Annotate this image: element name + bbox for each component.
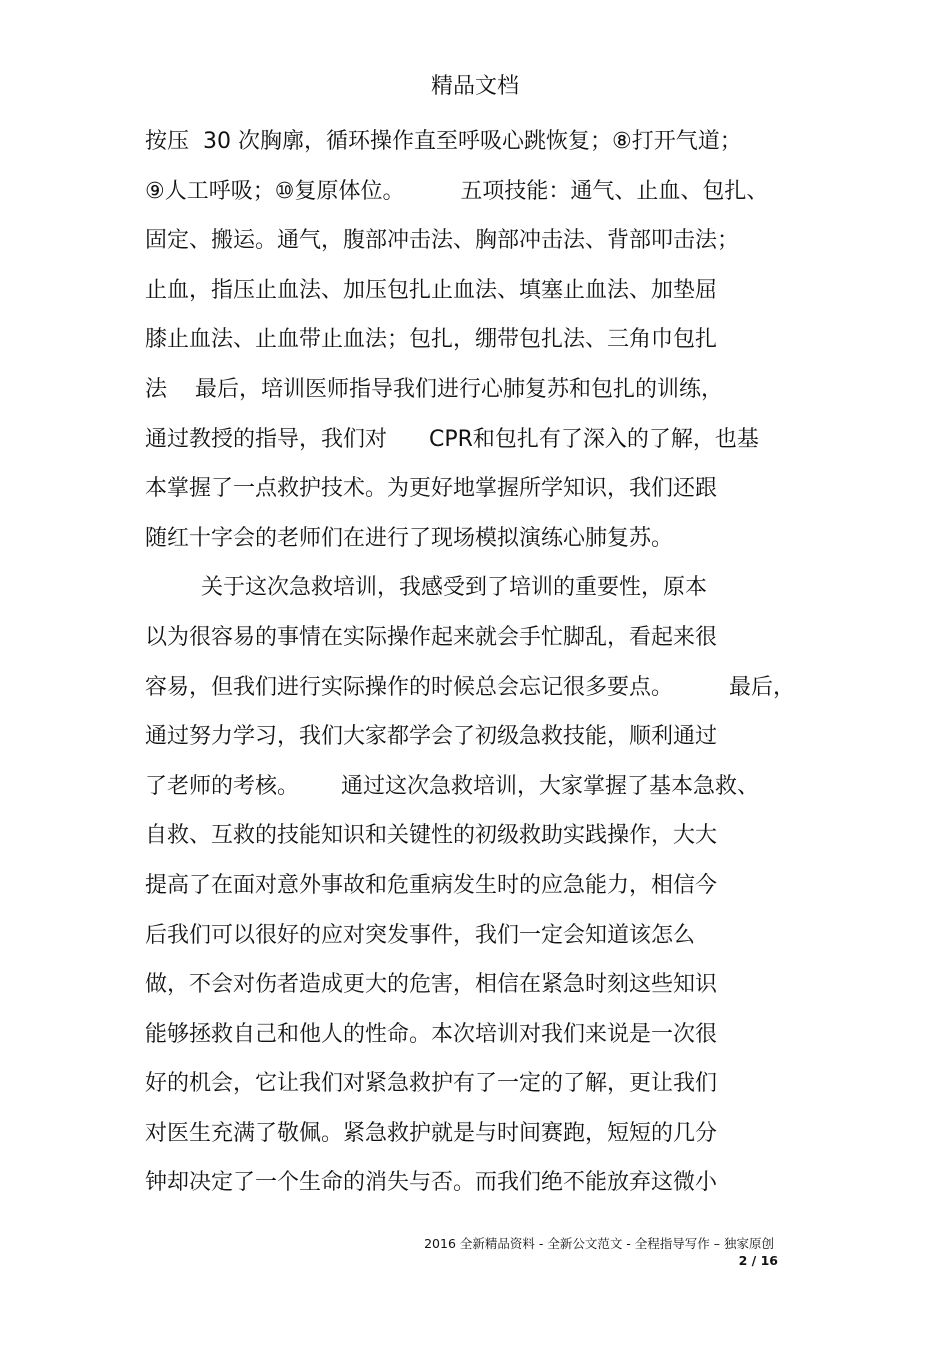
document-body [145, 126, 835, 1217]
text-line: 后我们可以很好的应对突发事件，我们一定会知道该怎么 [145, 922, 696, 948]
text-line: 通过教授的指导，我们对 CPR和包扎有了深入的了解，也基 [145, 426, 759, 452]
text-line: 关于这次急救培训，我感受到了培训的重要性，原本 [145, 575, 707, 601]
text-line: 对医生充满了敬佩。紧急救护就是与时间赛跑，短短的几分 [145, 1120, 718, 1146]
text-line: 随红十字会的老师们在进行了现场模拟演练心肺复苏。 [145, 525, 674, 551]
text-line: 了老师的考核。 通过这次急救培训，大家掌握了基本急救、 [145, 773, 759, 799]
text-line: 做，不会对伤者造成更大的危害，相信在紧急时刻这些知识 [145, 972, 718, 998]
page-header: 精品文档 [430, 74, 519, 99]
page-number: 2 / 16 [738, 1253, 778, 1268]
text-line: 以为很容易的事情在实际操作起来就会手忙脚乱，看起来很 [145, 624, 718, 650]
text-line: 能够拯救自己和他人的性命。本次培训对我们来说是一次很 [145, 1021, 718, 1047]
text-line: 通过努力学习，我们大家都学会了初级急救技能，顺利通过 [145, 724, 718, 750]
text-line: 提高了在面对意外事故和危重病发生时的应急能力，相信今 [145, 872, 718, 898]
text-line: 自救、互救的技能知识和关键性的初级救助实践操作，大大 [145, 823, 718, 849]
page-footer: 2016 全新精品资料 - 全新公文范文 - 全程指导写作 – 独家原创 [424, 1236, 774, 1251]
text-line: 钟却决定了一个生命的消失与否。而我们绝不能放弃这微小 [145, 1170, 718, 1196]
text-line: 固定、搬运。通气，腹部冲击法、胸部冲击法、背部叩击法； [145, 228, 740, 254]
text-line: 止血，指压止血法、加压包扎止血法、填塞止血法、加垫屈 [145, 277, 718, 303]
text-line: 好的机会，它让我们对紧急救护有了一定的了解，更让我们 [145, 1071, 718, 1097]
text-line: 本掌握了一点救护技术。为更好地掌握所学知识，我们还跟 [145, 476, 718, 502]
text-line: ⑨人工呼吸；⑩复原体位。 五项技能：通气、止血、包扎、 [145, 178, 769, 204]
text-line: 按压 30 次胸廓，循环操作直至呼吸心跳恢复；⑧打开气道； [145, 129, 742, 154]
text-line: 膝止血法、止血带止血法；包扎，绷带包扎法、三角巾包扎 [145, 327, 718, 353]
text-line: 法 最后，培训医师指导我们进行心肺复苏和包扎的训练， [145, 376, 723, 402]
text-line: 容易，但我们进行实际操作的时候总会忘记很多要点。 最后， [145, 674, 795, 700]
